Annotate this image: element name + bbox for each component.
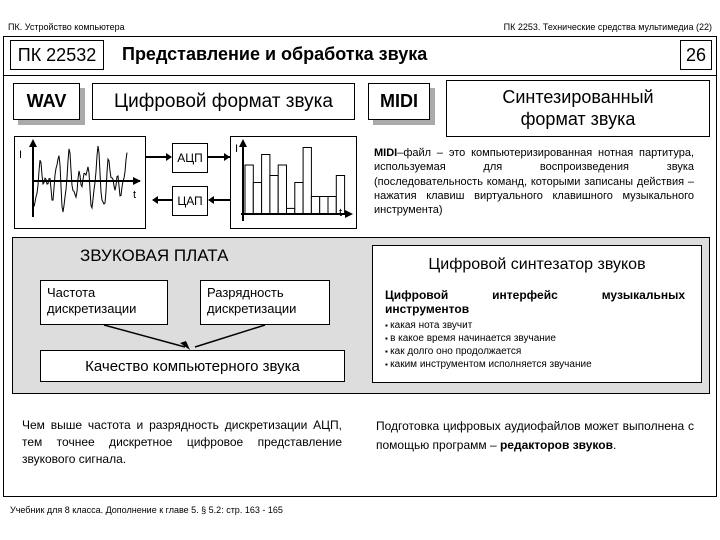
wav-label: WAV <box>13 83 80 120</box>
list-item: ▪ в какое время начинается звучание <box>385 332 592 345</box>
digital-signal <box>231 137 356 228</box>
editors-end: . <box>612 437 617 452</box>
midi-desc: Синтезированный формат звука <box>446 80 710 137</box>
synth-subtitle: Цифровой интерфейс музыкальных инструментов <box>385 288 685 316</box>
bottom-right-text <box>376 417 694 454</box>
sound-quality-box: Качество компьютерного звука <box>40 350 345 382</box>
sample-bar <box>328 197 336 215</box>
header-left: ПК. Устройство компьютера <box>8 22 125 32</box>
wav-desc: Цифровой формат звука <box>92 83 355 120</box>
list-item: ▪ каким инструментом исполняется звучание <box>385 358 592 371</box>
synth-list <box>385 319 592 371</box>
midi-definition-text: –файл – это компьютеризированная нотная партитура, используемая для воспроизведения звука (последовательность команд, которыми записаны действия – нажатия клавиш виртуального клавишного музыкального инструмента) <box>374 147 694 217</box>
divider <box>3 75 717 76</box>
list-item: ▪ какая нота звучит <box>385 319 592 332</box>
page-number: 26 <box>680 40 712 70</box>
editors-text: Подготовка цифровых аудиофайлов может выполнена с помощью программ – <box>376 419 694 452</box>
sample-bar <box>253 183 261 215</box>
bottom-left-text: Чем выше частота и разрядность дискретизации АЦП, тем точнее дискретное цифровое представление звукового сигнала. <box>22 418 342 466</box>
adc-box: АЦП <box>172 143 208 173</box>
axis-i: I <box>235 143 239 155</box>
sample-bar <box>245 165 253 214</box>
sound-card-title: ЗВУКОВАЯ ПЛАТА <box>80 246 229 265</box>
bit-depth-box: Разрядность дискретизации <box>200 280 330 325</box>
axis-t: t <box>133 189 137 201</box>
sample-bar <box>303 148 311 215</box>
sample-bar <box>320 197 328 215</box>
midi-bold: MIDI <box>374 147 398 159</box>
editors-bold: редакторов звуков <box>499 437 613 452</box>
axis-i: I <box>19 149 23 161</box>
page-title: Представление и обработка звука <box>122 44 428 64</box>
dac-box: ЦАП <box>172 186 208 216</box>
midi-label: MIDI <box>368 83 430 120</box>
header-right: ПК 2253. Технические средства мультимедиа (22) <box>503 22 712 32</box>
sampling-rate-box: Частота дискретизации <box>40 280 168 325</box>
arrows-to-quality <box>40 325 340 351</box>
midi-definition <box>374 146 694 217</box>
synth-box <box>372 245 702 383</box>
sample-bar <box>311 197 319 215</box>
footer: Учебник для 8 класса. Дополнение к главе 5. § 5.2: стр. 163 - 165 <box>10 505 283 515</box>
analog-wave <box>15 137 145 228</box>
synth-title: Цифровой синтезатор звуков <box>428 256 646 273</box>
slide-code: ПК 22532 <box>10 40 104 70</box>
list-item: ▪ как долго оно продолжается <box>385 345 592 358</box>
axis-t: t <box>339 207 343 219</box>
digital-signal-box <box>230 136 357 229</box>
sample-bar <box>270 176 278 215</box>
sample-bar <box>278 165 286 214</box>
sample-bar <box>295 183 303 215</box>
analog-wave-box <box>14 136 146 229</box>
sample-bar <box>262 155 270 215</box>
